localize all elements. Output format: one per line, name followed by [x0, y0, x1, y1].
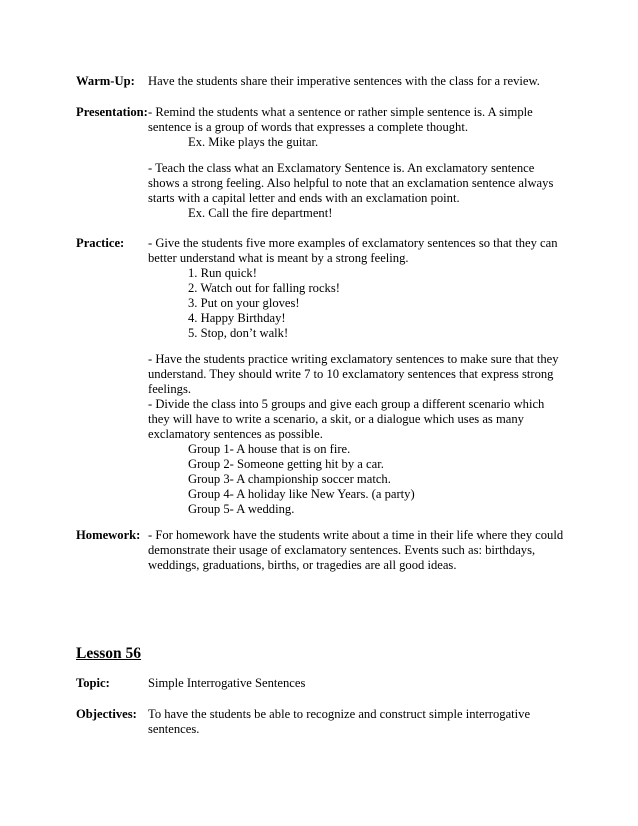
practice-line: feelings.: [148, 382, 192, 396]
objectives-line: sentences.: [148, 722, 200, 736]
practice-example: 2. Watch out for falling rocks!: [188, 281, 340, 295]
practice-line: better understand what is meant by a strong feeling.: [148, 251, 409, 265]
presentation-line: - Teach the class what an Exclamatory Sentence is. An exclamatory sentence: [148, 161, 535, 175]
practice-group: Group 3- A championship soccer match.: [188, 472, 391, 486]
presentation-line: shows a strong feeling. Also helpful to note that an exclamation sentence always: [148, 176, 554, 190]
objectives-line: To have the students be able to recognize and construct simple interrogative: [148, 707, 531, 721]
homework-line: demonstrate their usage of exclamatory sentences. Events such as: birthdays,: [148, 543, 536, 557]
presentation-line: starts with a capital letter and ends with an exclamation point.: [148, 191, 460, 205]
lesson-title: Lesson 56: [76, 645, 142, 662]
homework-line: weddings, graduations, births, or tragedies are all good ideas.: [148, 558, 457, 572]
presentation-line: - Remind the students what a sentence or rather simple sentence is. A simple: [148, 105, 533, 119]
practice-example: 1. Run quick!: [188, 266, 257, 280]
practice-line: - Give the students five more examples of exclamatory sentences so that they can: [148, 236, 558, 250]
practice-group: Group 4- A holiday like New Years. (a party): [188, 487, 415, 501]
homework-label: Homework:: [76, 528, 141, 542]
topic-text: Simple Interrogative Sentences: [148, 676, 306, 690]
practice-group: Group 2- Someone getting hit by a car.: [188, 457, 384, 471]
practice-line: - Have the students practice writing exclamatory sentences to make sure that they: [148, 352, 559, 366]
practice-label: Practice:: [76, 236, 125, 250]
practice-example: 4. Happy Birthday!: [188, 311, 286, 325]
practice-group: Group 5- A wedding.: [188, 502, 295, 516]
presentation-example: Ex. Call the fire department!: [188, 206, 333, 220]
presentation-line: sentence is a group of words that expresses a complete thought.: [148, 120, 469, 134]
practice-line: they will have to write a scenario, a skit, or a dialogue which uses as many: [148, 412, 524, 426]
objectives-label: Objectives:: [76, 707, 137, 721]
presentation-example: Ex. Mike plays the guitar.: [188, 135, 319, 149]
presentation-label: Presentation:: [76, 105, 148, 119]
topic-label: Topic:: [76, 676, 110, 690]
practice-line: understand. They should write 7 to 10 exclamatory sentences that express strong: [148, 367, 554, 381]
homework-line: - For homework have the students write about a time in their life where they could: [148, 528, 564, 542]
practice-line: - Divide the class into 5 groups and give each group a different scenario which: [148, 397, 545, 411]
practice-example: 3. Put on your gloves!: [188, 296, 300, 310]
warmup-text: Have the students share their imperative sentences with the class for a review.: [148, 74, 540, 88]
practice-line: exclamatory sentences as possible.: [148, 427, 323, 441]
practice-group: Group 1- A house that is on fire.: [188, 442, 351, 456]
practice-example: 5. Stop, don’t walk!: [188, 326, 289, 340]
warmup-label: Warm-Up:: [76, 74, 135, 88]
